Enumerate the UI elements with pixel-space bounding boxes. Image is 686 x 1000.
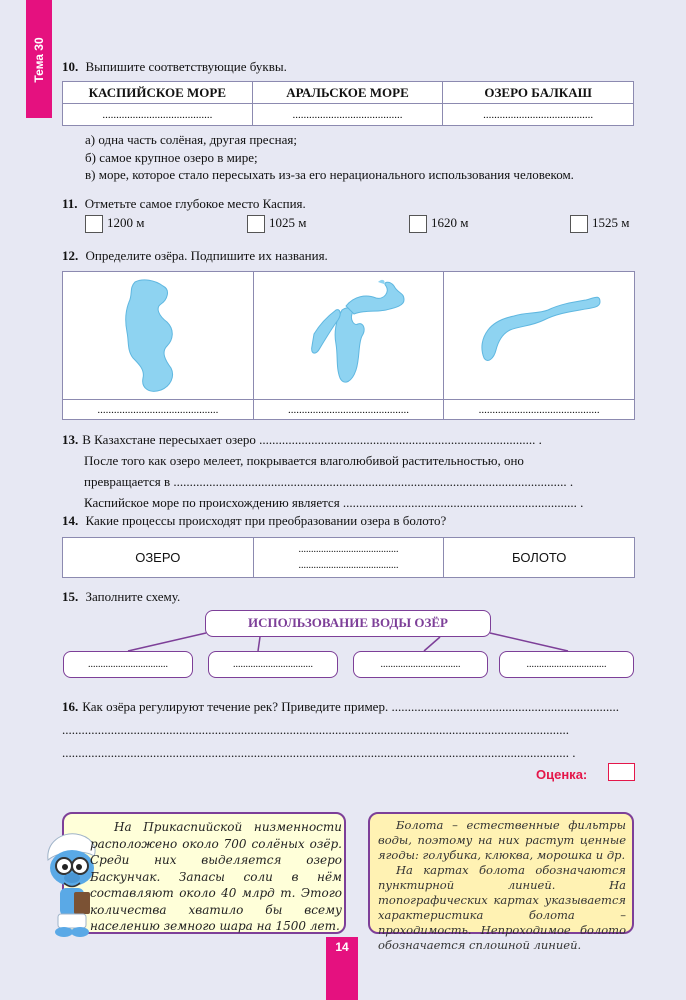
option-label: 1525 м [592, 215, 630, 230]
header-balkhash: ОЗЕРО БАЛКАШ [443, 82, 634, 104]
answer-cell-balkhash[interactable]: ........................................ [443, 104, 634, 126]
question-16 [62, 695, 642, 764]
option-b: б) самое крупное озеро в мире; [85, 149, 258, 165]
process-line-2[interactable]: ........................................ [298, 559, 399, 571]
question-text: Определите озёра. Подпишите их названия. [85, 248, 328, 263]
info-note-left-text: На Прикаспийской низменности расположено около 700 солёных озёр. Среди них выделяется озеро Баскунчак. Запасы соли в нём составляют около 40 млрд т. Этого количества хватило бы всему населению земного шара на 1500 лет. [90, 820, 342, 934]
page-number-tab [326, 937, 358, 1000]
question-text: Отметьте самое глубокое место Каспия. [84, 196, 306, 211]
swamp-stage-cell: БОЛОТО [444, 538, 635, 578]
question-text: Какие процессы происходят при преобразовании озера в болото? [85, 513, 447, 528]
q16-answer-line-3[interactable]: ............................................................................................................................................................ . [62, 745, 576, 760]
info-note-right-paragraph-2: На картах болота обозначаются пунктирной линией. На топографических картах указывается характеристика болота – проходимость. Непроходимое болото обозначается сплошной линией. [378, 862, 626, 952]
process-line-1[interactable]: ........................................ [298, 543, 399, 555]
question-number: 14. [62, 513, 79, 528]
info-note-right-text [378, 818, 626, 952]
question-number: 10. [62, 59, 79, 74]
lake-name-field-2[interactable]: ............................................ [253, 400, 444, 420]
scheme-box-4[interactable]: ................................ [499, 651, 634, 678]
option-c: в) море, которое стало пересыхать из-за его нерационального использования человеком. [85, 167, 574, 182]
question-text: Заполните схему. [85, 589, 181, 604]
scheme-box-2[interactable]: ................................ [208, 651, 338, 678]
question-number: 11. [62, 196, 78, 211]
header-aral: АРАЛЬСКОЕ МОРЕ [252, 82, 443, 104]
lake-name-field-3[interactable]: ............................................ [444, 400, 635, 420]
topic-tab-label: Тема 30 [32, 37, 46, 83]
scheme-box-3[interactable]: ................................ [353, 651, 488, 678]
page-number: 14 [335, 940, 349, 954]
option-label: 1025 м [269, 215, 307, 230]
lake-name-field-1[interactable]: ............................................ [63, 400, 254, 420]
option-label: 1620 м [431, 215, 469, 230]
q13-line-4[interactable]: Каспийское море по происхождению является ........................................................................ . [84, 495, 584, 510]
answer-cell-aral[interactable]: ........................................ [252, 104, 443, 126]
q13-line-1[interactable]: В Казахстане пересыхает озеро ..................................................................................... . [82, 432, 542, 447]
info-note-right-paragraph-1: Болота – естественные фильтры воды, поэтому на них растут ценные ягоды: голубика, клюква, морошка и др. [378, 818, 626, 862]
question-text: Выпишите соответствующие буквы. [85, 59, 287, 74]
answer-cell-caspian[interactable]: ........................................ [63, 104, 253, 126]
q13-line-2: После того как озеро мелеет, покрывается влаголюбивой растительностью, оно [84, 453, 524, 468]
scheme-title: ИСПОЛЬЗОВАНИЕ ВОДЫ ОЗЁР [205, 610, 491, 637]
q13-line-3[interactable]: превращается в ......................................................................................................................... . [84, 474, 574, 489]
grade-box[interactable] [608, 763, 635, 781]
header-caspian: КАСПИЙСКОЕ МОРЕ [63, 82, 253, 104]
q16-answer-line-2[interactable]: ............................................................................................................................................................ [62, 722, 569, 737]
scheme-box-1[interactable]: ................................ [63, 651, 193, 678]
option-a: а) одна часть солёная, другая пресная; [85, 132, 297, 147]
question-number: 15. [62, 589, 79, 604]
lake-stage-cell: ОЗЕРО [63, 538, 254, 578]
question-number: 16. [62, 699, 79, 714]
question-number: 13. [62, 432, 79, 447]
grade-label: Оценка: [536, 767, 588, 782]
question-number: 12. [62, 248, 79, 263]
option-label: 1200 м [107, 215, 145, 230]
question-text[interactable]: Как озёра регулируют течение рек? Приведите пример. ...................................................................... [82, 699, 619, 714]
